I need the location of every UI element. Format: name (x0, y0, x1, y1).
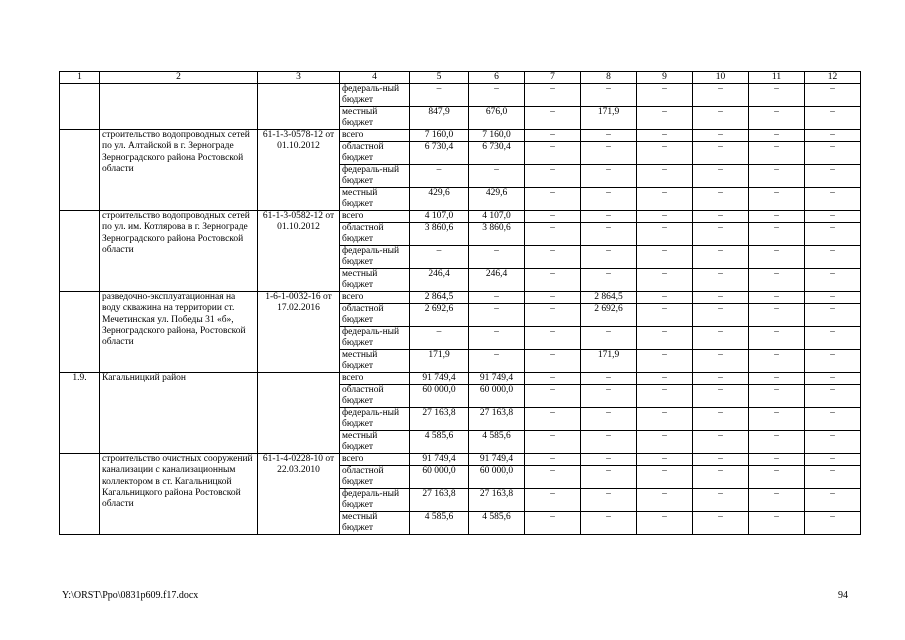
budget-type-cell: федераль-ный бюджет (340, 408, 410, 431)
item-number-cell: 1.9. (60, 373, 100, 454)
value-cell: – (805, 454, 861, 466)
value-cell: – (749, 223, 805, 246)
value-cell: – (410, 84, 469, 107)
value-cell: – (749, 512, 805, 535)
value-cell: – (749, 130, 805, 142)
value-cell: – (525, 130, 581, 142)
value-cell: – (469, 304, 525, 327)
document-cell: 61-1-4-0228-10 от 22.03.2010 (258, 454, 340, 535)
value-cell: – (637, 142, 693, 165)
value-cell: 91 749,4 (469, 373, 525, 385)
value-cell: – (749, 304, 805, 327)
value-cell: – (581, 431, 637, 454)
value-cell: 60 000,0 (410, 385, 469, 408)
document-cell (258, 84, 340, 130)
header-cell: 11 (749, 72, 805, 84)
budget-type-cell: областной бюджет (340, 223, 410, 246)
table-row (60, 373, 861, 385)
value-cell: – (581, 246, 637, 269)
value-cell: – (749, 246, 805, 269)
value-cell: – (637, 304, 693, 327)
budget-type-cell: областной бюджет (340, 142, 410, 165)
description-cell: разведочно-эксплуатационная на воду скважина на территории ст. Мечетинская ул. Победы 31 «б», Зерноградского района, Ростовской области (100, 292, 258, 373)
budget-type-cell: местный бюджет (340, 188, 410, 211)
value-cell: – (525, 489, 581, 512)
value-cell: – (637, 165, 693, 188)
value-cell: – (525, 350, 581, 373)
value-cell: – (637, 489, 693, 512)
value-cell: – (637, 385, 693, 408)
value-cell: 3 860,6 (410, 223, 469, 246)
value-cell: 2 692,6 (410, 304, 469, 327)
header-cell: 5 (410, 72, 469, 84)
value-cell: – (805, 246, 861, 269)
budget-type-cell: федераль-ный бюджет (340, 84, 410, 107)
value-cell: – (749, 188, 805, 211)
value-cell: – (469, 327, 525, 350)
value-cell: – (805, 489, 861, 512)
value-cell: – (581, 188, 637, 211)
description-cell: строительство водопроводных сетей по ул. Алтайской в г. Зернограде Зерноградского района Ростовской области (100, 130, 258, 211)
value-cell: 7 160,0 (469, 130, 525, 142)
value-cell: 171,9 (581, 107, 637, 130)
document-cell: 61-1-3-0582-12 от 01.10.2012 (258, 211, 340, 292)
value-cell: – (525, 408, 581, 431)
value-cell: – (637, 107, 693, 130)
value-cell: – (637, 373, 693, 385)
item-number-cell (60, 292, 100, 373)
budget-type-cell: местный бюджет (340, 431, 410, 454)
value-cell: – (749, 327, 805, 350)
header-row (60, 72, 861, 84)
header-cell: 12 (805, 72, 861, 84)
value-cell: – (693, 454, 749, 466)
table-row (60, 211, 861, 223)
budget-type-cell: областной бюджет (340, 304, 410, 327)
value-cell: – (581, 84, 637, 107)
value-cell: – (805, 292, 861, 304)
value-cell: – (749, 107, 805, 130)
value-cell: – (693, 165, 749, 188)
value-cell: – (693, 246, 749, 269)
value-cell: – (581, 327, 637, 350)
value-cell: – (637, 211, 693, 223)
value-cell: – (637, 246, 693, 269)
value-cell: – (469, 84, 525, 107)
value-cell: – (637, 408, 693, 431)
value-cell: 2 692,6 (581, 304, 637, 327)
budget-table (59, 71, 861, 535)
value-cell: – (693, 408, 749, 431)
value-cell: – (525, 373, 581, 385)
value-cell: 6 730,4 (410, 142, 469, 165)
table-row (60, 292, 861, 304)
value-cell: – (693, 142, 749, 165)
value-cell: – (805, 269, 861, 292)
value-cell: – (581, 130, 637, 142)
description-cell (100, 84, 258, 130)
value-cell: – (525, 165, 581, 188)
value-cell: – (805, 327, 861, 350)
value-cell: 2 864,5 (410, 292, 469, 304)
value-cell: – (581, 489, 637, 512)
item-number-cell (60, 211, 100, 292)
value-cell: – (581, 223, 637, 246)
value-cell: 4 107,0 (469, 211, 525, 223)
value-cell: – (525, 385, 581, 408)
value-cell: – (525, 292, 581, 304)
value-cell: – (525, 84, 581, 107)
value-cell: – (581, 512, 637, 535)
value-cell: – (693, 385, 749, 408)
value-cell: – (581, 454, 637, 466)
value-cell: 27 163,8 (410, 489, 469, 512)
value-cell: – (805, 84, 861, 107)
value-cell: – (637, 188, 693, 211)
budget-type-cell: областной бюджет (340, 385, 410, 408)
value-cell: – (805, 142, 861, 165)
value-cell: – (693, 107, 749, 130)
value-cell: 847,9 (410, 107, 469, 130)
value-cell: – (525, 431, 581, 454)
header-cell: 3 (258, 72, 340, 84)
budget-type-cell: всего (340, 130, 410, 142)
value-cell: – (581, 211, 637, 223)
header-cell: 10 (693, 72, 749, 84)
table-body (60, 84, 861, 535)
value-cell: – (581, 269, 637, 292)
item-number-cell (60, 130, 100, 211)
value-cell: – (805, 107, 861, 130)
value-cell: – (637, 292, 693, 304)
value-cell: – (693, 211, 749, 223)
description-cell: строительство очистных сооружений канализации с канализационным коллектором в ст. Кагальницкой Кагальницкого района Ростовской области (100, 454, 258, 535)
value-cell: – (637, 350, 693, 373)
file-path: Y:\ORST\Ppo\0831p609.f17.docx (62, 590, 199, 601)
value-cell: – (581, 373, 637, 385)
value-cell: – (525, 466, 581, 489)
description-cell: Кагальницкий район (100, 373, 258, 454)
value-cell: – (693, 223, 749, 246)
value-cell: – (749, 408, 805, 431)
value-cell: – (525, 107, 581, 130)
value-cell: – (525, 269, 581, 292)
value-cell: – (693, 466, 749, 489)
budget-type-cell: всего (340, 292, 410, 304)
budget-type-cell: федераль-ный бюджет (340, 246, 410, 269)
budget-type-cell: всего (340, 454, 410, 466)
item-number-cell (60, 454, 100, 535)
budget-type-cell: местный бюджет (340, 107, 410, 130)
value-cell: – (805, 188, 861, 211)
value-cell: – (469, 246, 525, 269)
value-cell: – (749, 142, 805, 165)
value-cell: – (469, 165, 525, 188)
value-cell: – (749, 84, 805, 107)
value-cell: 429,6 (410, 188, 469, 211)
value-cell: 60 000,0 (410, 466, 469, 489)
value-cell: – (805, 130, 861, 142)
header-cell: 6 (469, 72, 525, 84)
value-cell: – (581, 165, 637, 188)
header-cell: 2 (100, 72, 258, 84)
value-cell: – (637, 269, 693, 292)
value-cell: 429,6 (469, 188, 525, 211)
value-cell: 4 585,6 (469, 431, 525, 454)
value-cell: – (637, 454, 693, 466)
value-cell: 246,4 (469, 269, 525, 292)
value-cell: – (693, 292, 749, 304)
value-cell: 91 749,4 (410, 373, 469, 385)
budget-type-cell: местный бюджет (340, 269, 410, 292)
value-cell: – (525, 188, 581, 211)
value-cell: – (410, 246, 469, 269)
value-cell: – (581, 142, 637, 165)
value-cell: – (805, 512, 861, 535)
value-cell: – (749, 269, 805, 292)
value-cell: 246,4 (410, 269, 469, 292)
value-cell: – (693, 304, 749, 327)
value-cell: 91 749,4 (469, 454, 525, 466)
value-cell: – (693, 84, 749, 107)
budget-type-cell: местный бюджет (340, 512, 410, 535)
value-cell: 4 585,6 (410, 512, 469, 535)
value-cell: – (693, 269, 749, 292)
value-cell: – (693, 350, 749, 373)
value-cell: – (805, 350, 861, 373)
header-cell: 8 (581, 72, 637, 84)
value-cell: – (525, 512, 581, 535)
value-cell: – (693, 512, 749, 535)
value-cell: – (805, 211, 861, 223)
value-cell: – (469, 292, 525, 304)
value-cell: – (637, 84, 693, 107)
value-cell: – (581, 408, 637, 431)
budget-type-cell: областной бюджет (340, 466, 410, 489)
value-cell: 7 160,0 (410, 130, 469, 142)
value-cell: 4 107,0 (410, 211, 469, 223)
value-cell: 27 163,8 (469, 489, 525, 512)
value-cell: – (749, 385, 805, 408)
header-cell: 7 (525, 72, 581, 84)
value-cell: – (693, 431, 749, 454)
value-cell: – (693, 373, 749, 385)
header-cell: 1 (60, 72, 100, 84)
value-cell: – (525, 211, 581, 223)
value-cell: – (693, 188, 749, 211)
value-cell: 2 864,5 (581, 292, 637, 304)
page-number: 94 (838, 590, 848, 601)
value-cell: – (749, 466, 805, 489)
value-cell: 3 860,6 (469, 223, 525, 246)
value-cell: – (805, 466, 861, 489)
value-cell: 27 163,8 (410, 408, 469, 431)
value-cell: – (637, 431, 693, 454)
value-cell: – (805, 408, 861, 431)
document-cell: 1-6-1-0032-16 от 17.02.2016 (258, 292, 340, 373)
value-cell: – (805, 165, 861, 188)
value-cell: – (637, 130, 693, 142)
value-cell: – (749, 489, 805, 512)
value-cell: – (410, 327, 469, 350)
value-cell: – (637, 512, 693, 535)
item-number-cell (60, 84, 100, 130)
value-cell: 91 749,4 (410, 454, 469, 466)
value-cell: – (749, 211, 805, 223)
value-cell: 60 000,0 (469, 466, 525, 489)
value-cell: – (525, 304, 581, 327)
value-cell: – (637, 223, 693, 246)
value-cell: – (749, 350, 805, 373)
table-row (60, 84, 861, 107)
value-cell: – (805, 223, 861, 246)
value-cell: 60 000,0 (469, 385, 525, 408)
budget-type-cell: федераль-ный бюджет (340, 489, 410, 512)
value-cell: – (749, 165, 805, 188)
value-cell: – (637, 327, 693, 350)
value-cell: – (637, 466, 693, 489)
value-cell: – (749, 292, 805, 304)
value-cell: – (805, 385, 861, 408)
value-cell: – (693, 327, 749, 350)
value-cell: – (805, 431, 861, 454)
budget-type-cell: федераль-ный бюджет (340, 165, 410, 188)
budget-type-cell: всего (340, 211, 410, 223)
value-cell: – (581, 385, 637, 408)
budget-type-cell: всего (340, 373, 410, 385)
value-cell: – (525, 246, 581, 269)
value-cell: – (469, 350, 525, 373)
value-cell: – (749, 431, 805, 454)
value-cell: 4 585,6 (410, 431, 469, 454)
value-cell: – (749, 373, 805, 385)
value-cell: – (581, 466, 637, 489)
document-cell: 61-1-3-0578-12 от 01.10.2012 (258, 130, 340, 211)
document-cell (258, 373, 340, 454)
description-cell: строительство водопроводных сетей по ул. им. Котлярова в г. Зернограде Зерноградского района Ростовской области (100, 211, 258, 292)
value-cell: – (525, 454, 581, 466)
value-cell: 6 730,4 (469, 142, 525, 165)
value-cell: – (525, 223, 581, 246)
header-cell: 9 (637, 72, 693, 84)
value-cell: – (805, 304, 861, 327)
value-cell: – (525, 142, 581, 165)
value-cell: – (693, 130, 749, 142)
table-row (60, 454, 861, 466)
value-cell: 676,0 (469, 107, 525, 130)
budget-type-cell: федераль-ный бюджет (340, 327, 410, 350)
value-cell: – (410, 165, 469, 188)
value-cell: – (749, 454, 805, 466)
header-cell: 4 (340, 72, 410, 84)
value-cell: 171,9 (581, 350, 637, 373)
value-cell: 27 163,8 (469, 408, 525, 431)
budget-type-cell: местный бюджет (340, 350, 410, 373)
value-cell: – (693, 489, 749, 512)
value-cell: – (805, 373, 861, 385)
value-cell: 171,9 (410, 350, 469, 373)
value-cell: – (525, 327, 581, 350)
value-cell: 4 585,6 (469, 512, 525, 535)
table-row (60, 130, 861, 142)
